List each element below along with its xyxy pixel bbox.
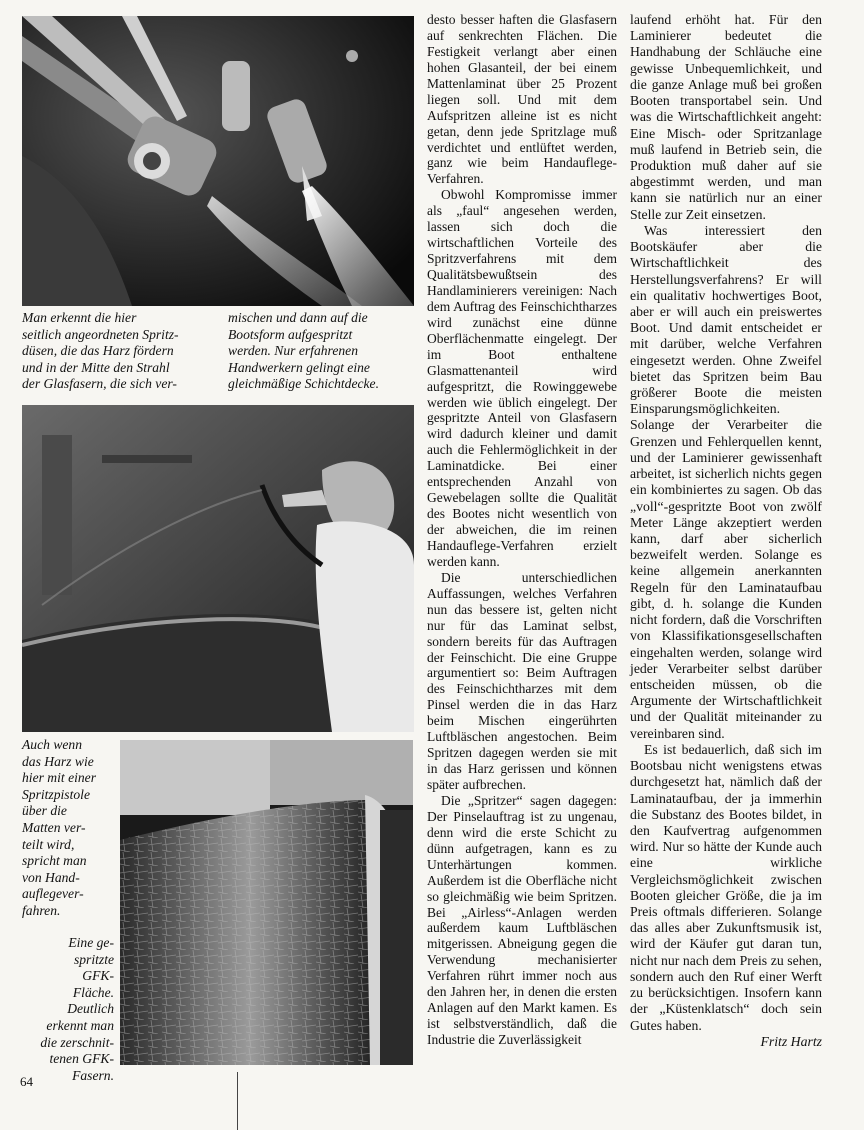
page-number: 64 [20, 1074, 33, 1089]
article-column-1 [427, 12, 617, 1048]
caption-surface: Eine ge- spritzte GFK- Fläche. Deutlich erkennt man die zerschnit- tenen GFK- Fasern. [40, 935, 114, 1083]
paragraph: Die unterschiedlichen Auffassungen, welches Verfahren nun das bessere ist, gelten nicht nur für das Laminat selbst, sondern bereits für das Auftragen der Feinschicht. Die eine Gruppe argumentiert so: Beim Auftragen des Feinschichtharzes mit dem Pinsel werden die in das Harz beim Mischen eingerührten Luftbläschen angestochen. Beim Spritzen dagegen werden sie mit in das Harz gerissen und können später aufbrechen. [427, 569, 617, 792]
photo-spray-nozzles [22, 16, 414, 306]
divider-line [237, 1072, 238, 1130]
paragraph: Was interessiert den Bootskäufer aber die Wirtschaftlichkeit des Herstellungsverfahrens? Er will ein qualitativ hochwertiges Boot, aber er will auch ein preiswertes Boot. Und damit entscheidet er mit darüber, welche Verfahren eingesetzt werden. Ohne Zweifel bietet das Spritzen beim Bau größerer Boote die meisten Einsparungsmöglichkeiten. Solange der Verarbeiter die Grenzen und Fehlerquellen kennt, und der Laminierer gewissenhaft arbeitet, ist sicherlich nichts gegen ein kombiniertes zu sagen. Ob das „voll“-gespritzte Boot von zwölf Meter Länge akzeptiert werden kann, darf aber sicherlich bezweifelt werden. Solange es keine allgemein anerkannten Regeln für den Laminataufbau gibt, d. h. solange die Kunden nicht fordern, daß die Vorschriften von Klassifikationsgesellschaften eingehalten werden, solange wird jeder Verarbeiter selbst darüber entscheiden müssen, ob die Argumente der Wirtschaftlichkeit und der Qualität miteinander zu vereinbaren sind. [630, 222, 822, 741]
paragraph: Obwohl Kompromisse immer als „faul“ angesehen werden, lassen sich doch die wirtschaftlichen Vorteile des Spritzverfahrens mit dem Qualitätsbewußtsein des Handlaminierers vereinigen: Nach dem Auftrag des Feinschichtharzes wird zunächst eine dünne Oberflächenmatte eingelegt. Der im Boot enthaltene Glasmattenanteil wird aufgespritzt, die Rowinggewebe werden wie üblich eingelegt. Der gespritzte Anteil von Glasfasern wird dadurch kleiner und damit auch die Fehlermöglichkeit in der Laminatdicke. Bei einer entsprechenden Anzahl von Gewebelagen sollte die Qualität des Bootes nicht wesentlich von der abweichen, die im reinen Handauflege-Verfahren erzielt werden kann. [427, 187, 617, 569]
paragraph: laufend erhöht hat. Für den Laminierer bedeutet die Handhabung der Schläuche eine gewisse Unbequemlichkeit, und die ganze Anlage muß bei großen Booten transportabel sein. Und was die Wirtschaftlichkeit angeht: Eine Misch- oder Spritzanlage muß laufend in Betrieb sein, die Produktion muß daher auf sie abgestimmt werden, und man kann sie natürlich nur an einer Stelle zur Zeit einsetzen. [630, 12, 822, 222]
caption-nozzles-right: mischen und dann auf die Bootsform aufgespritzt werden. Nur erfahrenen Handwerkern gelingt eine gleichmäßige Schichtdecke. [228, 310, 379, 392]
photo-worker-spraying [22, 405, 414, 732]
caption-sprayer: Auch wenn das Harz wie hier mit einer Spritzpistole über die Matten ver- teilt wird, spricht man von Hand- auflegever- fahren. [22, 737, 96, 918]
paragraph: desto besser haften die Glasfasern auf senkrechten Flächen. Die Festigkeit verlangt aber einen hohen Glasanteil, der bei einem Mattenlaminat über 25 Prozent liegen soll. Und mit dem Aufspritzen alleine ist es nicht getan, denn jede Spritzlage muß verdichtet und entlüftet werden, ganz wie beim Handauflege-Verfahren. [427, 12, 617, 187]
paragraph: Es ist bedauerlich, daß sich im Bootsbau nicht wenigstens etwas durchgesetzt hat, nämlich daß der Laminataufbau, der ja immerhin die Substanz des Bootes bildet, in den Kaufvertrag aufgenommen wird. Nur so hätte der Kunde auch eine wirkliche Vergleichsmöglichkeit zwischen Booten gleicher Größe, die ja im Preis oftmals differieren. Solange das alles aber Zukunftsmusik ist, wird der Käufer gut daran tun, nicht nur nach dem Preis zu sehen, sondern auch den Ruf einer Werft zu berücksichtigen. Insofern kann der „Küstenklatsch“ doch sein Gutes haben. [630, 741, 822, 1033]
caption-nozzles-left: Man erkennt die hier seitlich angeordneten Spritz- düsen, die das Harz fördern und in der Mitte den Strahl der Glasfasern, die sich ver- [22, 310, 179, 392]
author-byline: Fritz Hartz [760, 1033, 822, 1049]
photo-gfk-surface [120, 740, 413, 1065]
article-column-2 [630, 12, 822, 1050]
paragraph: Die „Spritzer“ sagen dagegen: Der Pinselauftrag ist zu ungenau, denn wird die erste Schicht zu dünn aufgetragen, kann es zu Unterhärtungen kommen. Außerdem ist die Oberfläche nicht so gleichmäßig wie beim Spritzen. Bei „Airless“-Anlagen werden außerdem kaum Luftbläschen mitgerissen. Abneigung gegen die Verwendung mechanisierter Verfahren rührt immer noch aus den Jahren her, in denen die ersten Anlagen auf den Markt kamen. Es ist selbstverständlich, daß die Industrie die Zuverlässigkeit [427, 792, 617, 1047]
